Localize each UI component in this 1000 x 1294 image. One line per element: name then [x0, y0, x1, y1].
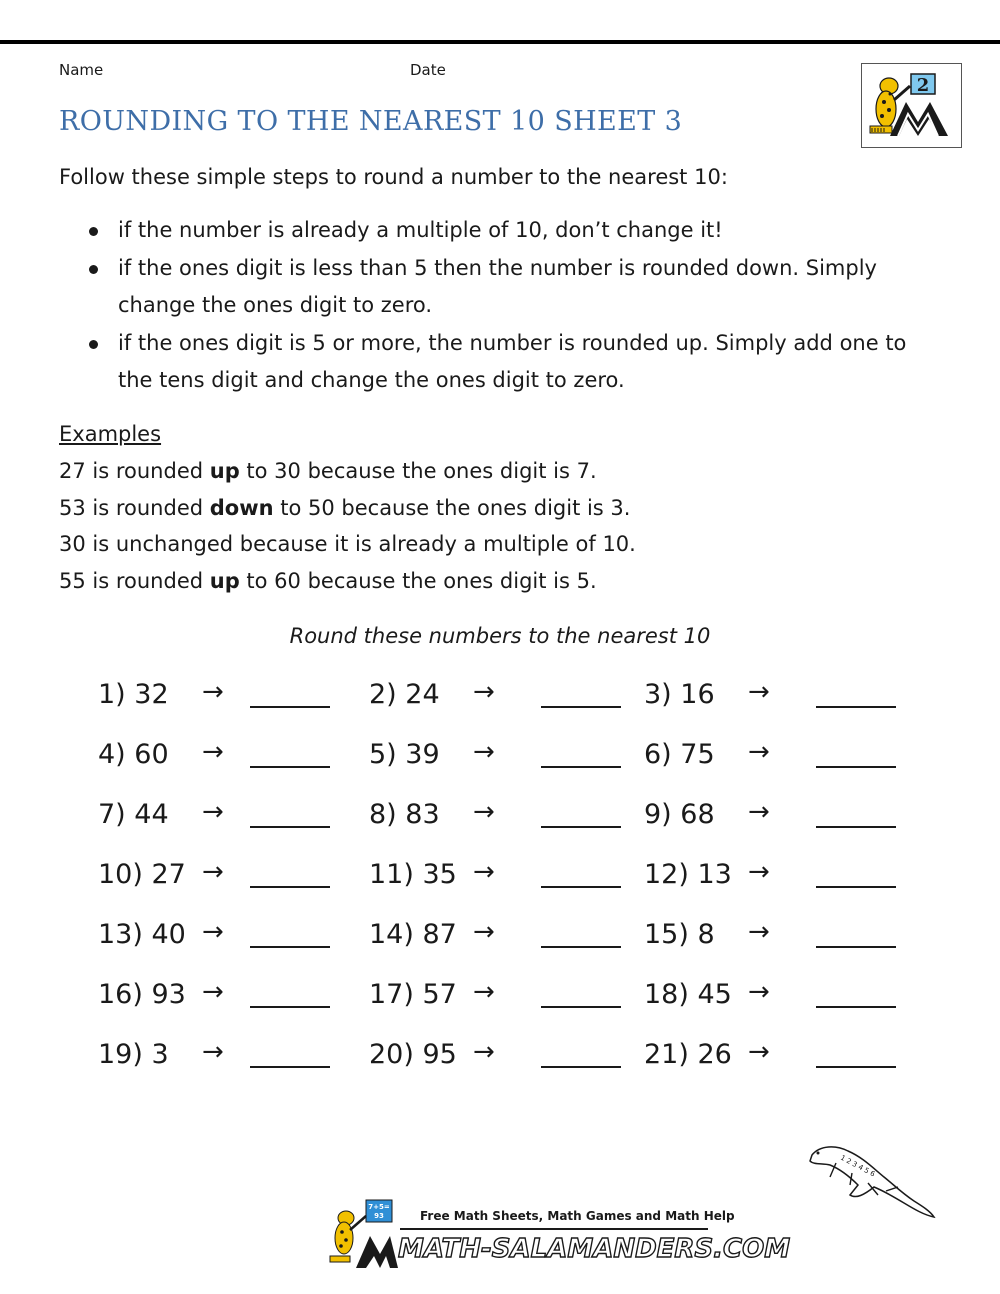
question-label: 12) 13 [644, 859, 732, 890]
arrow-right-icon: → [473, 917, 495, 947]
question-item [369, 977, 495, 1010]
question-label: 7) 44 [98, 799, 169, 830]
svg-text:1 2 3 4 5 6: 1 2 3 4 5 6 [839, 1153, 877, 1179]
question-item [644, 797, 770, 830]
example-line: 55 is rounded up to 60 because the ones digit is 5. [59, 569, 597, 593]
answer-blank[interactable] [250, 946, 330, 948]
answer-blank[interactable] [816, 766, 896, 768]
answer-blank[interactable] [541, 946, 621, 948]
question-item [98, 677, 224, 710]
answer-blank[interactable] [541, 1006, 621, 1008]
example-line: 27 is rounded up to 30 because the ones digit is 7. [59, 459, 597, 483]
examples-heading: Examples [59, 422, 162, 446]
answer-blank[interactable] [541, 766, 621, 768]
question-label: 8) 83 [369, 799, 440, 830]
footer-rule [400, 1228, 708, 1230]
answer-blank[interactable] [541, 706, 621, 708]
question-label: 2) 24 [369, 679, 440, 710]
question-label: 16) 93 [98, 979, 186, 1010]
answer-blank[interactable] [816, 946, 896, 948]
question-item [369, 1037, 495, 1070]
answer-blank[interactable] [250, 766, 330, 768]
bullet-icon [89, 265, 98, 274]
step-item: if the ones digit is 5 or more, the number is rounded up. Simply add one to the tens digit and change the ones digit to zero. [0, 325, 1000, 399]
arrow-right-icon: → [748, 677, 770, 707]
step-item: if the ones digit is less than 5 then the number is rounded down. Simply change the ones digit to zero. [0, 250, 1000, 324]
answer-blank[interactable] [816, 1006, 896, 1008]
date-label: Date [410, 61, 446, 79]
question-label: 3) 16 [644, 679, 715, 710]
arrow-right-icon: → [202, 977, 224, 1007]
page-title: ROUNDING TO THE NEAREST 10 SHEET 3 [59, 106, 683, 137]
question-item [644, 857, 770, 890]
footer-brand: MATH-SALAMANDERS.COM [398, 1234, 791, 1264]
steps-list [0, 212, 1000, 400]
answer-blank[interactable] [541, 886, 621, 888]
question-item [98, 1037, 224, 1070]
arrow-right-icon: → [473, 797, 495, 827]
arrow-right-icon: → [473, 977, 495, 1007]
arrow-right-icon: → [202, 917, 224, 947]
arrow-right-icon: → [748, 917, 770, 947]
arrow-right-icon: → [202, 857, 224, 887]
question-item [369, 737, 495, 770]
arrow-right-icon: → [473, 857, 495, 887]
arrow-right-icon: → [202, 677, 224, 707]
question-label: 6) 75 [644, 739, 715, 770]
footer-logo [326, 1198, 398, 1270]
question-item [644, 917, 770, 950]
arrow-right-icon: → [748, 857, 770, 887]
question-label: 21) 26 [644, 1039, 732, 1070]
question-label: 11) 35 [369, 859, 457, 890]
answer-blank[interactable] [816, 826, 896, 828]
arrow-right-icon: → [748, 737, 770, 767]
question-item [369, 917, 495, 950]
question-item [644, 677, 770, 710]
question-label: 15) 8 [644, 919, 715, 950]
arrow-right-icon: → [202, 1037, 224, 1067]
question-label: 17) 57 [369, 979, 457, 1010]
question-item [98, 917, 224, 950]
arrow-right-icon: → [473, 1037, 495, 1067]
question-item [98, 737, 224, 770]
arrow-right-icon: → [748, 977, 770, 1007]
question-label: 4) 60 [98, 739, 169, 770]
question-item [369, 677, 495, 710]
arrow-right-icon: → [748, 1037, 770, 1067]
question-label: 20) 95 [369, 1039, 457, 1070]
grade-logo [861, 63, 962, 148]
question-label: 18) 45 [644, 979, 732, 1010]
question-item [644, 737, 770, 770]
answer-blank[interactable] [816, 1066, 896, 1068]
question-label: 13) 40 [98, 919, 186, 950]
bullet-icon [89, 340, 98, 349]
answer-blank[interactable] [541, 826, 621, 828]
question-label: 9) 68 [644, 799, 715, 830]
example-line: 30 is unchanged because it is already a multiple of 10. [59, 532, 636, 556]
question-label: 5) 39 [369, 739, 440, 770]
top-rule [0, 40, 1000, 44]
example-line: 53 is rounded down to 50 because the ones digit is 3. [59, 496, 631, 520]
question-item [98, 797, 224, 830]
question-item [644, 1037, 770, 1070]
answer-blank[interactable] [250, 826, 330, 828]
arrow-right-icon: → [202, 737, 224, 767]
question-item [369, 857, 495, 890]
salamander-illustration [806, 1137, 936, 1225]
question-label: 1) 32 [98, 679, 169, 710]
question-item [98, 857, 224, 890]
arrow-right-icon: → [748, 797, 770, 827]
name-label: Name [59, 61, 104, 79]
intro-text: Follow these simple steps to round a number to the nearest 10: [59, 165, 728, 189]
question-label: 14) 87 [369, 919, 457, 950]
question-label: 10) 27 [98, 859, 186, 890]
grade-number: 2 [916, 75, 930, 96]
answer-blank[interactable] [250, 1066, 330, 1068]
question-item [644, 977, 770, 1010]
question-item [98, 977, 224, 1010]
arrow-right-icon: → [473, 677, 495, 707]
answer-blank[interactable] [816, 886, 896, 888]
arrow-right-icon: → [202, 797, 224, 827]
answer-blank[interactable] [250, 886, 330, 888]
answer-blank[interactable] [250, 1006, 330, 1008]
svg-text:93: 93 [374, 1212, 384, 1220]
step-item: if the number is already a multiple of 10, don’t change it! [0, 212, 1000, 249]
answer-blank[interactable] [541, 1066, 621, 1068]
answer-blank[interactable] [250, 706, 330, 708]
svg-text:7+5=: 7+5= [368, 1203, 390, 1211]
instruction-text: Round these numbers to the nearest 10 [289, 624, 711, 648]
bullet-icon [89, 227, 98, 236]
question-item [369, 797, 495, 830]
arrow-right-icon: → [473, 737, 495, 767]
footer-tagline: Free Math Sheets, Math Games and Math Help [420, 1209, 735, 1223]
question-label: 19) 3 [98, 1039, 169, 1070]
answer-blank[interactable] [816, 706, 896, 708]
